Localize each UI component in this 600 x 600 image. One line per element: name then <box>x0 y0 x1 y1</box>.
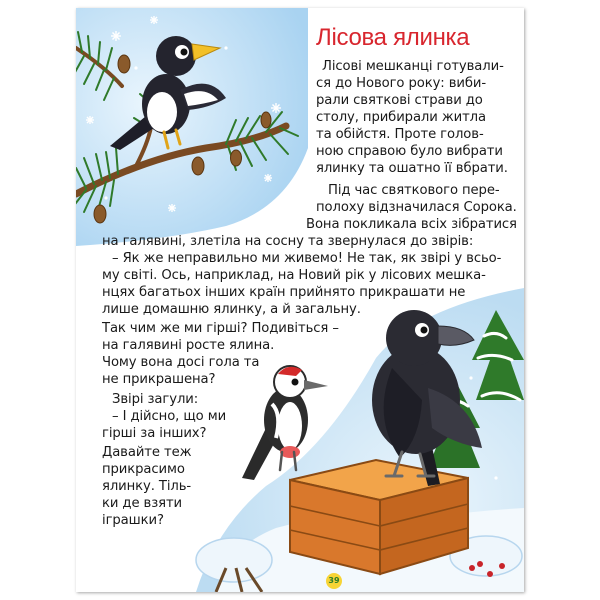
story-line: гірші за інших? <box>102 426 207 441</box>
story-line: Лісові мешканці готували- <box>322 59 504 74</box>
story-line: – Як же неправильно ми живемо! Не так, як звірі у всьо- <box>112 251 502 266</box>
story-line: Так чим же ми гірші? Подивіться – <box>102 321 339 336</box>
story-line: рали святкові страви до <box>316 93 483 108</box>
story-line: на галявині, злетіла на сосну та звернулася до звірів: <box>102 234 474 249</box>
story-line: ялинку та ошатно її вбрати. <box>316 161 508 176</box>
wooden-box-icon <box>290 460 468 574</box>
story-line: лише домашню ялинку, а й загальну. <box>102 302 361 317</box>
story-line: Вона покликала всіх зібратися <box>306 217 517 232</box>
story-line: не прикрашена? <box>102 372 216 387</box>
book-page <box>76 8 524 592</box>
story-line: на галявині росте ялина. <box>102 338 275 353</box>
story-line: ною справою було вибрати <box>316 144 503 159</box>
story-title: Лісова ялинка <box>316 24 470 51</box>
story-line: Давайте теж <box>102 445 192 460</box>
story-line: нцях багатьох інших країн прийнято прикрашати не <box>102 285 466 300</box>
page-number: 39 <box>326 573 342 589</box>
story-line: Звірі загули: <box>112 392 199 407</box>
story-line: ялинку. Тіль- <box>102 479 192 494</box>
story-line: – І дійсно, що ми <box>112 409 227 424</box>
story-line: та обійстя. Проте голов- <box>316 127 484 142</box>
story-line: прикрасимо <box>102 462 185 477</box>
story-line: Під час святкового пере- <box>328 183 500 198</box>
story-line: іграшки? <box>102 513 164 528</box>
story-line: Чому вона досі гола та <box>102 355 260 370</box>
story-line: му світі. Ось, наприклад, на Новий рік у лісових мешка- <box>102 268 486 283</box>
story-line: ся до Нового року: виби- <box>316 76 487 91</box>
story-line: столу, прибирали житла <box>316 110 486 125</box>
story-line: ки де взяти <box>102 496 183 511</box>
story-line: полоху відзначилася Сорока. <box>316 200 517 215</box>
